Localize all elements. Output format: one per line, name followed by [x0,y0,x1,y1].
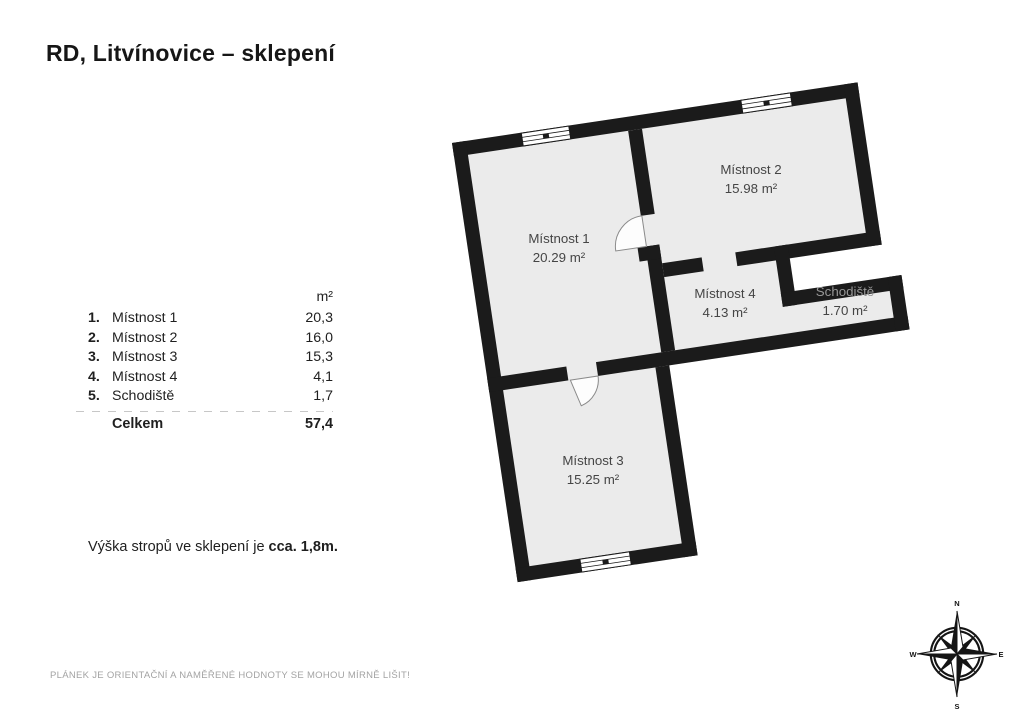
row-name: Místnost 1 [112,310,178,326]
room-name: Schodiště [815,284,875,299]
room-area: 15.25 m² [566,472,620,487]
page-title: RD, Litvínovice – sklepení [46,40,335,66]
compass-letter-n: N [954,599,960,608]
room-area: 1.70 m² [822,303,868,318]
compass-letter-s: S [954,702,960,711]
compass-letter-w: W [909,650,917,659]
row-name: Místnost 3 [112,349,178,365]
room-name: Místnost 4 [694,286,756,301]
ceiling-height-value: cca. 1,8m. [268,539,338,555]
room-label-schodiste [816,282,874,320]
room-label-mistnost-4 [694,284,755,322]
compass-letter-e: E [998,650,1004,659]
room-label-mistnost-3 [562,451,623,489]
row-number: 5. [88,388,100,404]
row-name: Místnost 2 [112,329,178,346]
room-name: Místnost 1 [528,231,590,246]
disclaimer-text: PLÁNEK JE ORIENTAČNÍ A NAMĚŘENÉ HODNOTY SE MOHOU MÍRNĚ LIŠIT! [50,670,411,681]
legend-unit-header: m² [316,289,333,305]
row-value: 15,3 [305,349,333,365]
row-name: Schodiště [112,388,175,404]
room-area: 4.13 m² [702,305,748,320]
room-name: Místnost 3 [562,453,624,468]
ceiling-height-note: Výška stropů ve sklepení je cca. 1,8m. [88,539,338,555]
room-area: 20.29 m² [532,250,586,265]
row-value: 20,3 [305,310,333,326]
room-area: 15.98 m² [724,181,778,196]
row-name: Místnost 4 [112,368,178,385]
row-value: 16,0 [305,329,333,346]
room-label-mistnost-2 [720,160,781,198]
total-label: Celkem [112,416,164,432]
row-number: 3. [88,349,100,365]
row-number: 1. [88,310,100,326]
row-number: 2. [88,329,100,346]
total-value: 57,4 [304,416,333,432]
compass-needles [917,611,997,697]
room-name: Místnost 2 [720,162,782,177]
row-value: 1,7 [313,388,333,404]
row-number: 4. [88,368,100,385]
row-value: 4,1 [313,368,333,385]
room-label-mistnost-1 [528,229,589,267]
compass-rose-icon [909,597,1005,712]
